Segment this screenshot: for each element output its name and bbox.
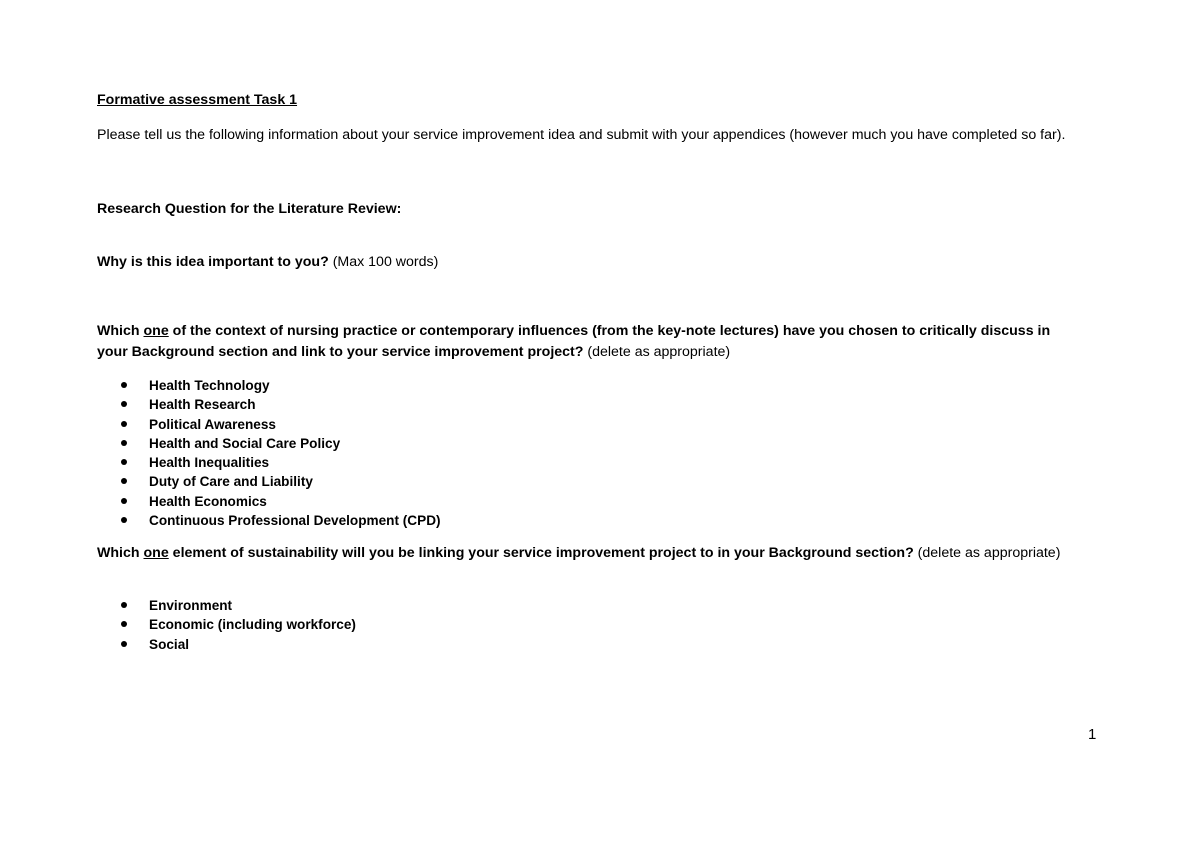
list-item: [121, 395, 441, 414]
document-title: Formative assessment Task 1: [97, 92, 298, 108]
list-item-label: Duty of Care and Liability: [149, 474, 313, 490]
context-question: [97, 321, 1072, 363]
bullet-icon: [121, 517, 127, 523]
bullet-icon: [121, 498, 127, 504]
bullet-icon: [121, 401, 127, 407]
list-item: [121, 472, 441, 491]
sustainability-question-prefix: Which: [97, 545, 144, 561]
list-item-label: Health Research: [149, 397, 256, 413]
list-item-label: Continuous Professional Development (CPD): [149, 513, 441, 529]
list-item: [121, 453, 441, 472]
research-question-label: Research Question for the Literature Review:: [97, 201, 402, 217]
list-item-label: Social: [149, 636, 190, 652]
bullet-icon: [121, 459, 127, 465]
bullet-icon: [121, 478, 127, 484]
why-important-label: Why is this idea important to you?: [97, 254, 329, 270]
list-item-label: Health Technology: [149, 378, 270, 393]
list-item: [121, 596, 356, 615]
list-item-label: Health and Social Care Policy: [149, 435, 341, 451]
sustainability-list: [121, 596, 356, 654]
list-item-label: Economic (including workforce): [149, 617, 356, 633]
page-number: 1: [1088, 726, 1097, 743]
list-item: [121, 376, 441, 395]
sustainability-question: [97, 543, 1072, 564]
why-important-question: [97, 252, 1072, 273]
sustainability-question-emphasis: one: [143, 545, 169, 561]
list-item: [121, 492, 441, 511]
list-item-label: Health Inequalities: [149, 455, 270, 471]
influences-list: [121, 376, 441, 530]
context-question-note: (delete as appropriate): [583, 344, 731, 360]
bullet-icon: [121, 641, 127, 647]
why-important-note: (Max 100 words): [328, 254, 439, 270]
list-item: [121, 434, 441, 453]
bullet-icon: [121, 382, 127, 388]
bullet-icon: [121, 621, 127, 627]
intro-paragraph: Please tell us the following information about your service improvement idea and submit with your appendices (however much you have completed so far).: [97, 127, 1066, 143]
bullet-icon: [121, 440, 127, 446]
context-question-prefix: Which: [97, 323, 144, 339]
sustainability-question-text: element of sustainability will you be linking your service improvement project to in your Background section?: [168, 545, 914, 561]
bullet-icon: [121, 421, 127, 427]
sustainability-question-note: (delete as appropriate): [913, 545, 1061, 561]
list-item-label: Political Awareness: [149, 416, 276, 432]
list-item-label: Health Economics: [149, 493, 267, 509]
list-item: [121, 615, 356, 634]
list-item: [121, 511, 441, 530]
context-question-emphasis: one: [143, 323, 169, 339]
list-item-label: Environment: [149, 598, 233, 613]
list-item: [121, 635, 356, 654]
list-item: [121, 415, 441, 434]
context-question-text: of the context of nursing practice or contemporary influences (from the key-note lectures) have you chosen to critically discuss in your Background section and link to your service improvement project?: [97, 323, 1051, 360]
bullet-icon: [121, 602, 127, 608]
